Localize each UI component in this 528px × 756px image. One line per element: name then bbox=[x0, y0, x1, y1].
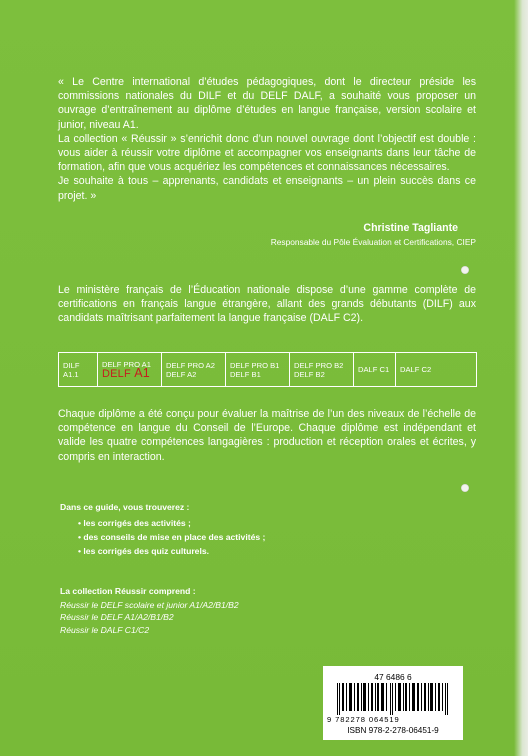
signature-role: Responsable du Pôle Évaluation et Certifications, CIEP bbox=[270, 237, 476, 247]
collection-list bbox=[60, 599, 239, 636]
level-cell-delf-a1-highlight bbox=[102, 366, 157, 380]
level-cell-delf-pro-b2-label: DELF PRO B2 bbox=[294, 360, 344, 370]
barcode-icon bbox=[337, 683, 449, 715]
page-edge bbox=[514, 0, 528, 756]
diploma-description: Chaque diplôme a été conçu pour évaluer la maîtrise de l’un des niveaux de l’échelle de compétence en langue du Conseil de l’Europe. Chaque diplôme est indépendant et valide les quatre compétences langagières : production et réception orales et écrites, y compris en interaction. bbox=[58, 408, 476, 463]
level-cell-delf-b2-label: DELF B2 bbox=[294, 369, 325, 379]
quote-paragraph-1: « Le Centre international d’études pédagogiques, dont le directeur préside les commissions nationales du DILF et du DELF DALF, a souhaité vous proposer un ouvrage d’entraînement au diplôme d’études en langue française, version scolaire et junior, niveau A1. bbox=[58, 76, 476, 131]
level-cell-delf-b1 bbox=[226, 353, 290, 387]
level-cell-delf-a2-label: DELF A2 bbox=[166, 369, 197, 379]
binding-hole bbox=[461, 484, 469, 492]
delf-a1-level: A1 bbox=[134, 366, 150, 380]
guide-contents-list bbox=[78, 516, 265, 558]
list-item: Réussir le DELF A1/A2/B1/B2 bbox=[60, 612, 174, 623]
delf-a1-prefix: DELF bbox=[102, 368, 135, 380]
level-cell-dalf-c1: DALF C1 bbox=[354, 353, 396, 387]
barcode-panel bbox=[323, 666, 463, 740]
list-item: • les corrigés des quiz culturels. bbox=[78, 544, 265, 558]
level-cell-delf-b2 bbox=[290, 353, 354, 387]
list-item: Réussir le DALF C1/C2 bbox=[60, 624, 150, 635]
certifications-intro: Le ministère français de l’Éducation nationale dispose d’une gamme complète de certifications en français langue étrangère, allant des grands débutants (DILF) aux candidats maîtrisant parfaitement la langue française (DALF C2). bbox=[58, 284, 476, 325]
certification-levels-table bbox=[58, 352, 477, 387]
level-cell-delf-a2 bbox=[162, 353, 226, 387]
list-item: Réussir le DELF scolaire et junior A1/A2/B1/B2 bbox=[60, 600, 239, 610]
level-cell-delf-pro-a1-label: DELF PRO A1 bbox=[102, 360, 151, 369]
level-cell-delf-b1-label: DELF B1 bbox=[230, 369, 261, 379]
quote-paragraph-3: Je souhaite à tous – apprenants, candidats et enseignants – un plein succès dans ce projet. » bbox=[58, 175, 476, 202]
collection-title: La collection Réussir comprend : bbox=[60, 586, 196, 596]
product-code: 47 6486 6 bbox=[374, 672, 412, 682]
isbn-number: ISBN 978-2-278-06451-9 bbox=[347, 726, 439, 735]
list-item: • les corrigés des activités ; bbox=[78, 516, 265, 530]
barcode-digits: 9 782278 064519 bbox=[327, 715, 400, 724]
level-cell-delf-pro-a2-label: DELF PRO A2 bbox=[166, 360, 215, 370]
guide-contents-title: Dans ce guide, vous trouverez : bbox=[60, 502, 190, 512]
level-cell-dalf-c2: DALF C2 bbox=[396, 353, 477, 387]
level-cell-delf-pro-b1-label: DELF PRO B1 bbox=[230, 360, 280, 370]
quote-paragraph-2: La collection « Réussir » s’enrichit donc d’un nouvel ouvrage dont l’objectif est double : vous aider à réussir votre diplôme et accompagner vos enseignants dans leur tâche de formation, afin que vous acquériez les compétences et connaissances nécessaires. bbox=[58, 132, 476, 174]
level-cell-delf-a1 bbox=[98, 353, 162, 387]
binding-hole bbox=[461, 266, 469, 274]
level-cell-dilf-a1-1: DILF A1.1 bbox=[59, 353, 98, 387]
preface-quote bbox=[58, 75, 476, 203]
signature-name: Christine Tagliante bbox=[363, 222, 458, 234]
list-item: • des conseils de mise en place des activités ; bbox=[78, 530, 265, 544]
